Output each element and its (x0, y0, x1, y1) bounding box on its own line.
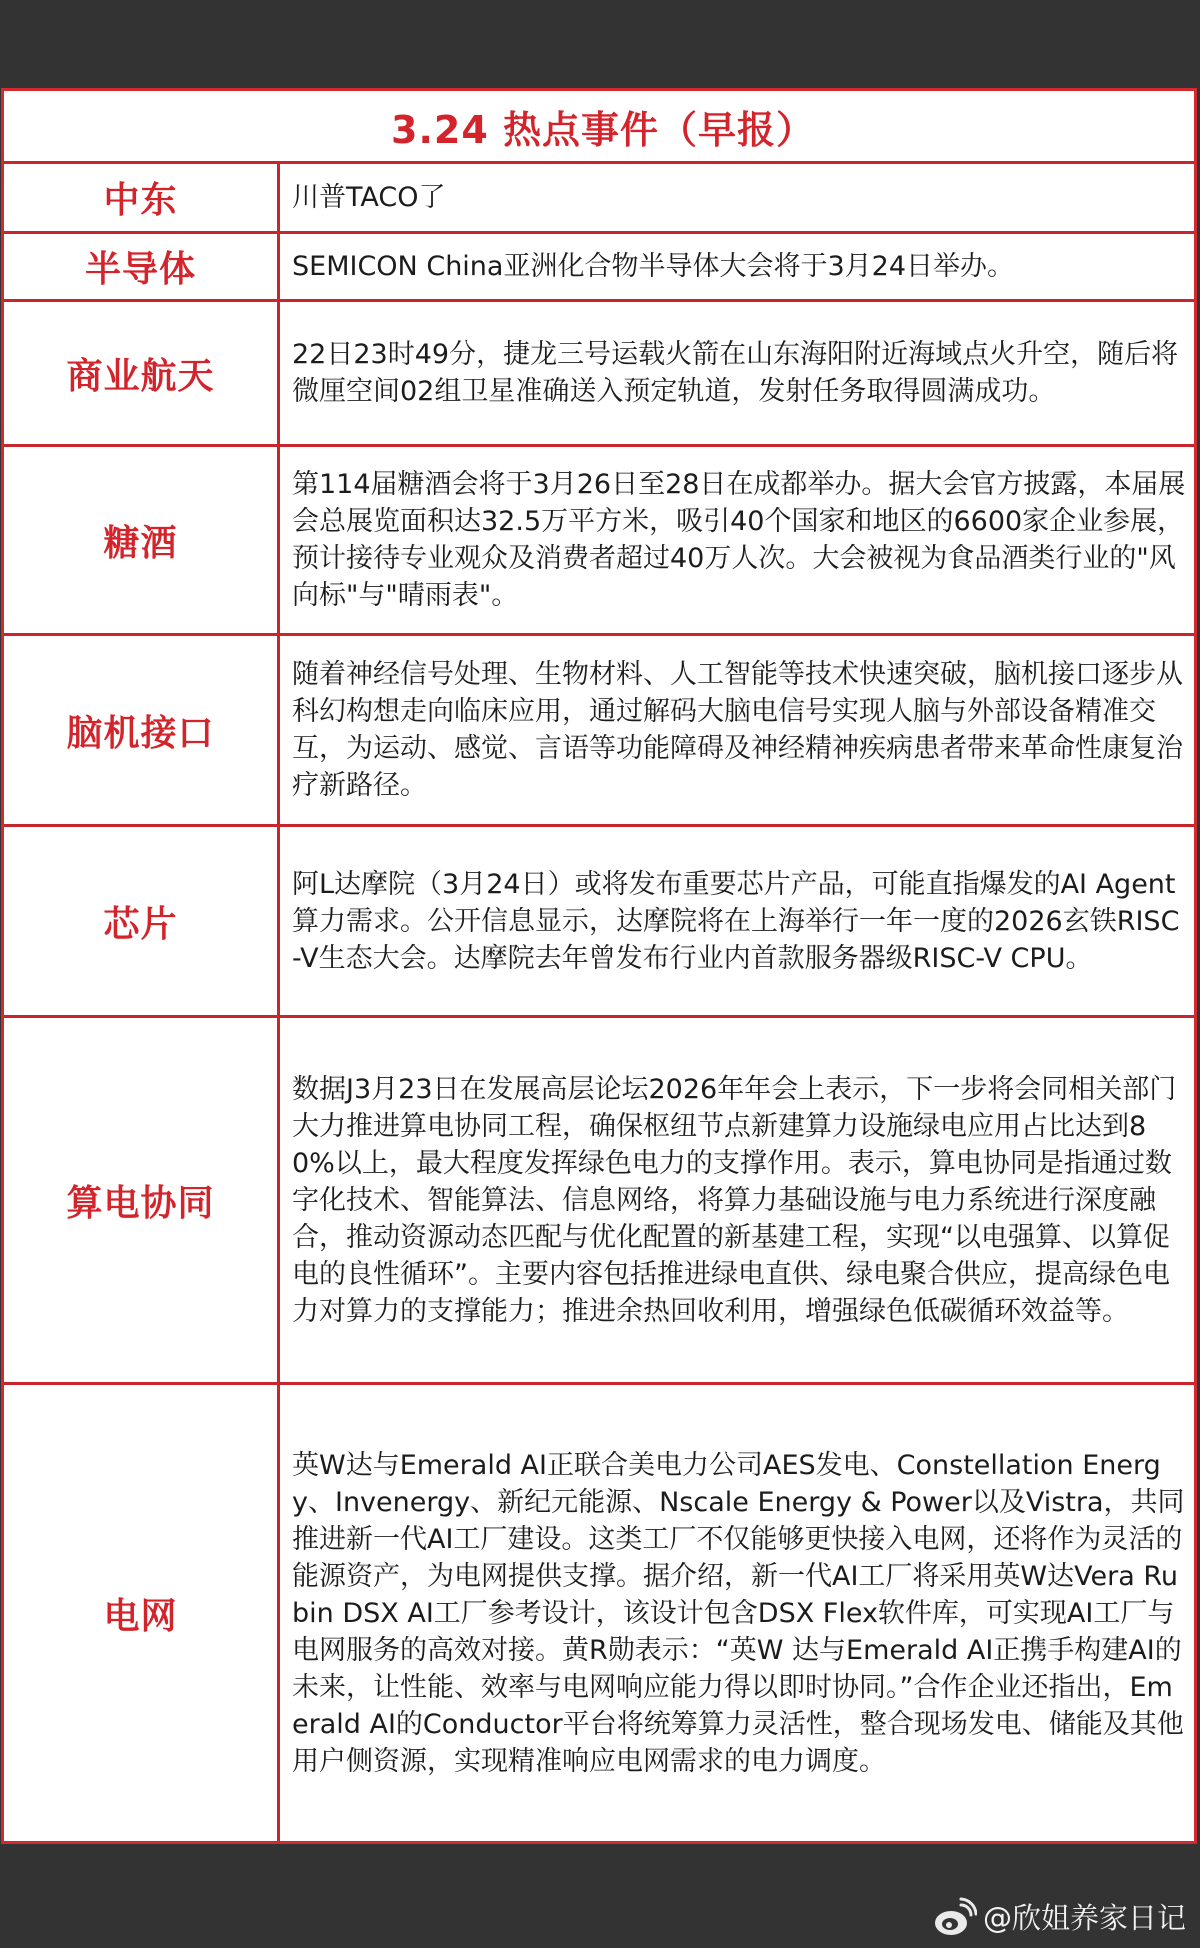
table-row-commercial-space (4, 302, 1194, 447)
row-content: 第114届糖酒会将于3月26日至28日在成都举办。据大会官方披露，本届展会总展览面积达32.5万平方米，吸引40个国家和地区的6600家企业参展，预计接待专业观众及消费者超过40万人次。大会被视为食品酒类行业的"风向标"与"晴雨表"。 (292, 469, 1186, 611)
row-content: 英W达与Emerald AI正联合美电力公司AES发电、Constellation Energy、Invenergy、新纪元能源、Nscale Energy & Power以及Vistra，共同推进新一代AI工厂建设。这类工厂不仅能够更快接入电网，还将作为灵活的能源资产，为电网提供支撑。据介绍，新一代AI工厂将采用英W达Vera Rubin DSX AI工厂参考设计，该设计包含DSX Flex软件库，可实现AI工厂与电网服务的高效对接。黄R勋表示：“英W 达与Emerald AI正携手构建AI的未来，让性能、效率与电网响应能力得以即时协同。”合作企业还指出，Emerald AI的Conductor平台将统筹算力灵活性，整合现场发电、储能及其他用户侧资源，实现精准响应电网需求的电力调度。 (292, 1449, 1185, 1777)
row-label-cell (4, 1385, 280, 1841)
row-label: 芯片 (103, 903, 178, 945)
row-label: 商业航天 (66, 355, 215, 397)
watermark-text: @欣姐养家日记 (982, 1901, 1186, 1935)
row-content-cell (280, 827, 1194, 1015)
row-label: 电网 (103, 1595, 178, 1637)
row-label-cell (4, 827, 280, 1015)
row-content: 川普TACO了 (292, 182, 446, 213)
row-content: 数据J3月23日在发展高层论坛2026年年会上表示，下一步将会同相关部门大力推进算电协同工程，确保枢纽节点新建算力设施绿电应用占比达到80%以上，最大程度发挥绿色电力的支撑作用。表示，算电协同是指通过数字化技术、智能算法、信息网络，将算力基础设施与电力系统进行深度融合，推动资源动态匹配与优化配置的新基建工程，实现“以电强算、以算促电的良性循环”。主要内容包括推进绿电直供、绿电聚合供应，提高绿色电力对算力的支撑能力；推进余热回收利用，增强绿色低碳循环效益等。 (292, 1073, 1177, 1327)
table-row-middle-east (4, 164, 1194, 234)
row-content: 22日23时49分，捷龙三号运载火箭在山东海阳附近海域点火升空，随后将微厘空间02组卫星准确送入预定轨道，发射任务取得圆满成功。 (292, 339, 1179, 407)
row-label-cell (4, 1018, 280, 1382)
row-content-cell (280, 164, 1194, 231)
row-content-cell (280, 302, 1194, 444)
row-label: 半导体 (84, 249, 196, 290)
row-content-cell (280, 1385, 1194, 1841)
row-content: 阿L达摩院（3月24日）或将发布重要芯片产品，可能直指爆发的AI Agent算力需求。公开信息显示，达摩院将在上海举行一年一度的2026玄铁RISC-V生态大会。达摩院去年曾发布行业内首款服务器级RISC-V CPU。 (292, 868, 1180, 974)
hot-events-table (1, 88, 1197, 1844)
weibo-icon (933, 1897, 977, 1937)
row-label-cell (4, 234, 280, 299)
row-label-cell (4, 636, 280, 824)
row-content: SEMICON China亚洲化合物半导体大会将于3月24日举办。 (292, 251, 1014, 282)
table-row-power-grid (4, 1385, 1194, 1841)
row-label: 脑机接口 (66, 712, 215, 754)
row-content-cell (280, 234, 1194, 299)
table-row-compute-power-synergy (4, 1018, 1194, 1385)
row-label: 中东 (103, 180, 178, 221)
row-label-cell (4, 164, 280, 231)
row-label-cell (4, 447, 280, 633)
table-row-chips (4, 827, 1194, 1018)
page-title: 3.24 热点事件（早报） (391, 107, 815, 152)
row-label: 糖酒 (103, 522, 178, 564)
table-row-brain-computer-interface (4, 636, 1194, 827)
row-label-cell (4, 302, 280, 444)
table-row-sugar-wine-fair (4, 447, 1194, 636)
row-content-cell (280, 1018, 1194, 1382)
row-label: 算电协同 (66, 1182, 215, 1224)
table-row-semiconductor (4, 234, 1194, 302)
row-content-cell (280, 636, 1194, 824)
weibo-watermark (933, 1896, 1186, 1937)
table-title-row (4, 91, 1194, 164)
row-content: 随着神经信号处理、生物材料、人工智能等技术快速突破，脑机接口逐步从科幻构想走向临床应用，通过解码大脑电信号实现人脑与外部设备精准交互，为运动、感觉、言语等功能障碍及神经精神疾病患者带来革命性康复治疗新路径。 (292, 659, 1183, 801)
row-content-cell (280, 447, 1194, 633)
